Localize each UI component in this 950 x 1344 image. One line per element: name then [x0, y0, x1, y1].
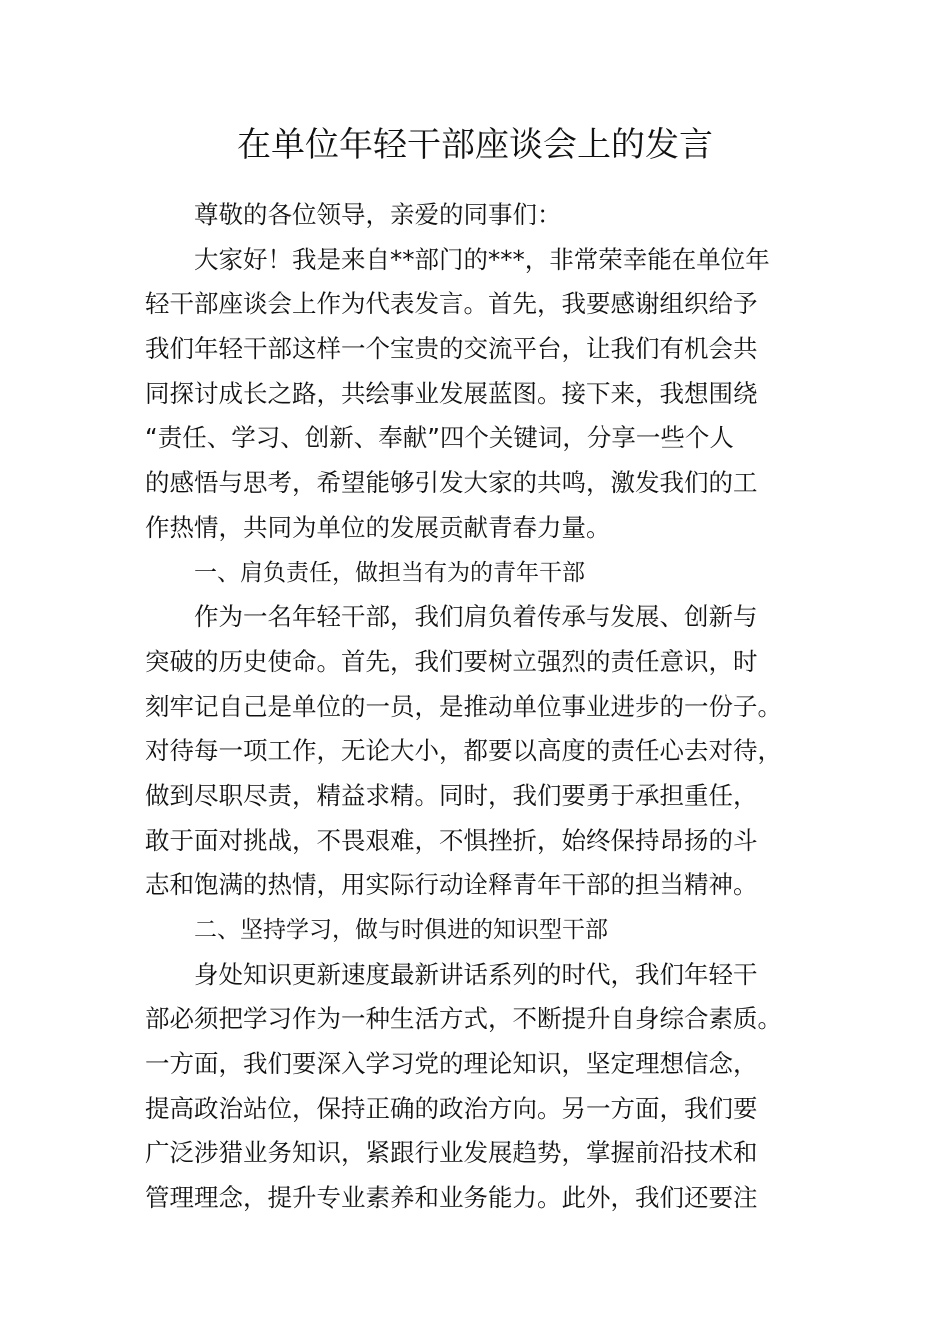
- paragraph-line: 突破的历史使命。首先，我们要树立强烈的责任意识，时: [145, 646, 758, 676]
- paragraph-line: 轻干部座谈会上作为代表发言。首先，我要感谢组织给予: [145, 289, 758, 319]
- paragraph-line: “责任、学习、创新、奉献”四个关键词，分享一些个人: [145, 423, 734, 453]
- paragraph-line: 的感悟与思考，希望能够引发大家的共鸣，激发我们的工: [145, 468, 758, 498]
- paragraph-line: 作为一名年轻干部，我们肩负着传承与发展、创新与: [194, 602, 758, 632]
- paragraph-line: 大家好！我是来自**部门的***，非常荣幸能在单位年: [194, 244, 770, 274]
- paragraph-line: 对待每一项工作，无论大小，都要以高度的责任心去对待，: [145, 736, 782, 766]
- section-heading-2: 二、坚持学习，做与时俱进的知识型干部: [194, 917, 608, 943]
- paragraph-line: 身处知识更新速度最新讲话系列的时代，我们年轻干: [194, 959, 758, 989]
- document-title: 在单位年轻干部座谈会上的发言: [237, 125, 713, 165]
- paragraph-line: 广泛涉猎业务知识，紧跟行业发展趋势，掌握前沿技术和: [145, 1138, 758, 1168]
- paragraph-line: 同探讨成长之路，共绘事业发展蓝图。接下来，我想围绕: [145, 378, 758, 408]
- section-heading-1: 一、肩负责任，做担当有为的青年干部: [194, 559, 585, 586]
- paragraph-line: 提高政治站位，保持正确的政治方向。另一方面，我们要: [145, 1093, 758, 1123]
- paragraph-line: 敢于面对挑战，不畏艰难，不惧挫折，始终保持昂扬的斗: [145, 825, 758, 855]
- paragraph-line: 作热情，共同为单位的发展贡献青春力量。: [145, 512, 611, 542]
- document-body: [145, 193, 805, 1221]
- paragraph-line: 管理理念，提升专业素养和业务能力。此外，我们还要注: [145, 1183, 758, 1213]
- paragraph-line: 我们年轻干部这样一个宝贵的交流平台，让我们有机会共: [145, 334, 758, 364]
- paragraph-line: 一方面，我们要深入学习党的理论知识，坚定理想信念，: [145, 1049, 758, 1079]
- paragraph-line: 志和饱满的热情，用实际行动诠释青年干部的担当精神。: [145, 870, 758, 900]
- salutation-line: 尊敬的各位领导，亲爱的同事们：: [194, 200, 562, 229]
- paragraph-line: 刻牢记自己是单位的一员，是推动单位事业进步的一份子。: [145, 691, 782, 721]
- paragraph-line: 部必须把学习作为一种生活方式，不断提升自身综合素质。: [145, 1004, 782, 1034]
- paragraph-line: 做到尽职尽责，精益求精。同时，我们要勇于承担重任，: [145, 780, 758, 810]
